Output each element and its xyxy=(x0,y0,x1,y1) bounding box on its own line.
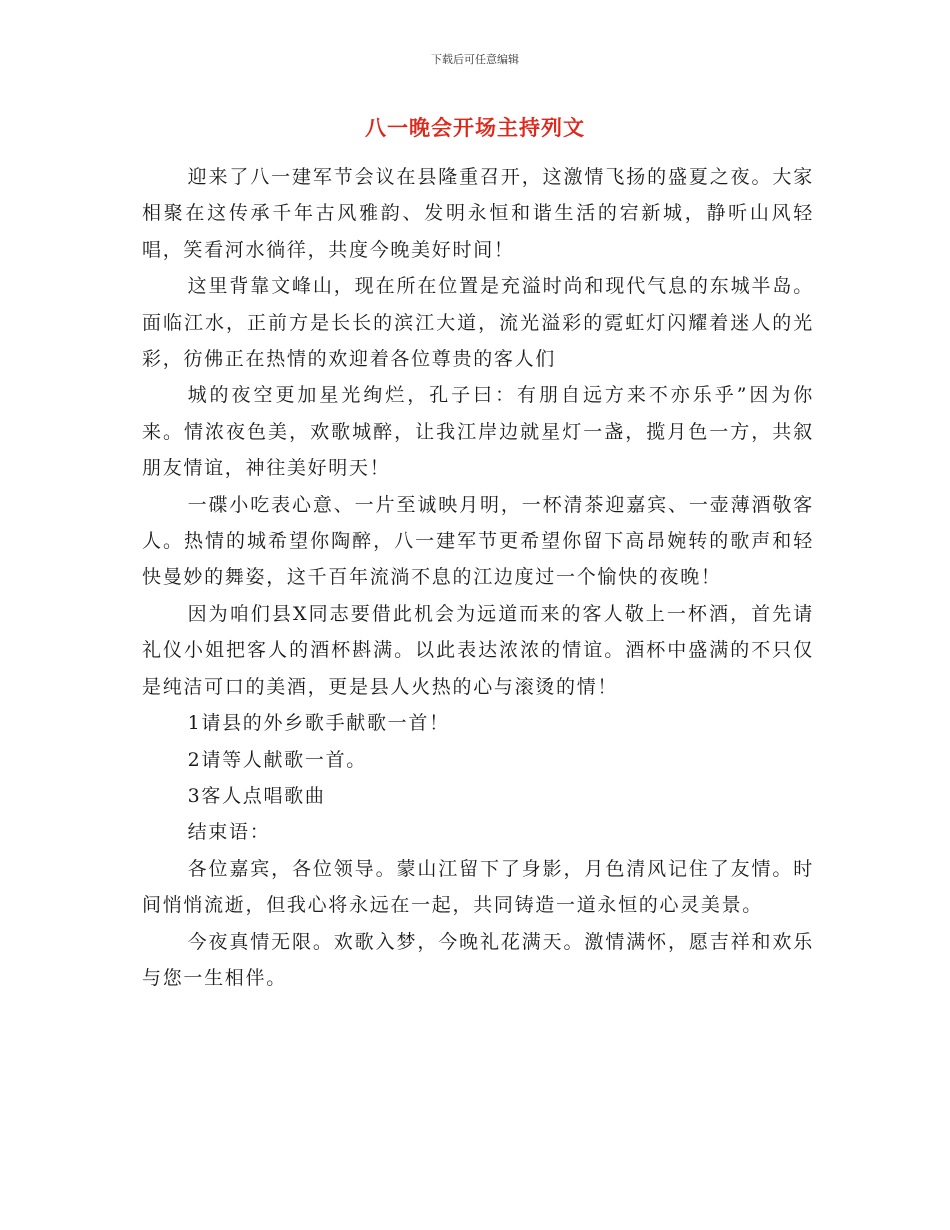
paragraph-closing-2: 今夜真情无限。欢歌入梦，今晚礼花满天。激情满怀，愿吉祥和欢乐与您一生相伴。 xyxy=(142,930,814,989)
paragraph-hospitality: 一碟小吃表心意、一片至诚映月明，一杯清茶迎嘉宾、一壶薄酒敬客人。热情的城希望你陶醉，八一建军节更希望你留下高昂婉转的歌声和轻快曼妙的舞姿，这千百年流淌不息的江边度过一个愉快的夜晚！ xyxy=(142,493,814,589)
paragraph-night-sky: 城的夜空更加星光绚烂，孔子曰：有朋自远方来不亦乐乎”因为你来。情浓夜色美，欢歌城醉，让我江岸边就星灯一盏，揽月色一方，共叙朋友情谊，神往美好明天！ xyxy=(142,384,814,480)
closing-heading: 结束语： xyxy=(187,821,271,844)
paragraph-closing-1: 各位嘉宾，各位领导。蒙山江留下了身影，月色清风记住了友情。时间悄悄流逝，但我心将永远在一起，共同铸造一道永恒的心灵美景。 xyxy=(142,857,814,917)
document-body xyxy=(142,159,814,996)
paragraph-location: 这里背靠文峰山，现在所在位置是充溢时尚和现代气息的东城半岛。面临江水，正前方是长长的滨江大道，流光溢彩的霓虹灯闪耀着迷人的光彩，彷佛正在热情的欢迎着各位尊贵的客人们 xyxy=(142,275,814,371)
program-item-2: 2请等人献歌一首。 xyxy=(187,748,367,771)
page-header-note: 下载后可任意编辑 xyxy=(431,53,519,66)
document-title: 八一晚会开场主持列文 xyxy=(365,115,585,140)
program-item-3: 3客人点唱歌曲 xyxy=(187,784,326,807)
program-item-1: 1请县的外乡歌手献歌一首！ xyxy=(187,712,450,735)
paragraph-toast: 因为咱们县X同志要借此机会为远道而来的客人敬上一杯酒，首先请礼仪小姐把客人的酒杯斟满。以此表达浓浓的情谊。酒杯中盛满的不只仅是纯洁可口的美酒，更是县人火热的心与滚烫的情！ xyxy=(142,602,814,698)
paragraph-opening: 迎来了八一建军节会议在县隆重召开，这激情飞扬的盛夏之夜。大家相聚在这传承千年古风雅韵、发明永恒和谐生活的宕新城，静听山风轻唱，笑看河水徜徉，共度今晚美好时间！ xyxy=(142,166,814,261)
